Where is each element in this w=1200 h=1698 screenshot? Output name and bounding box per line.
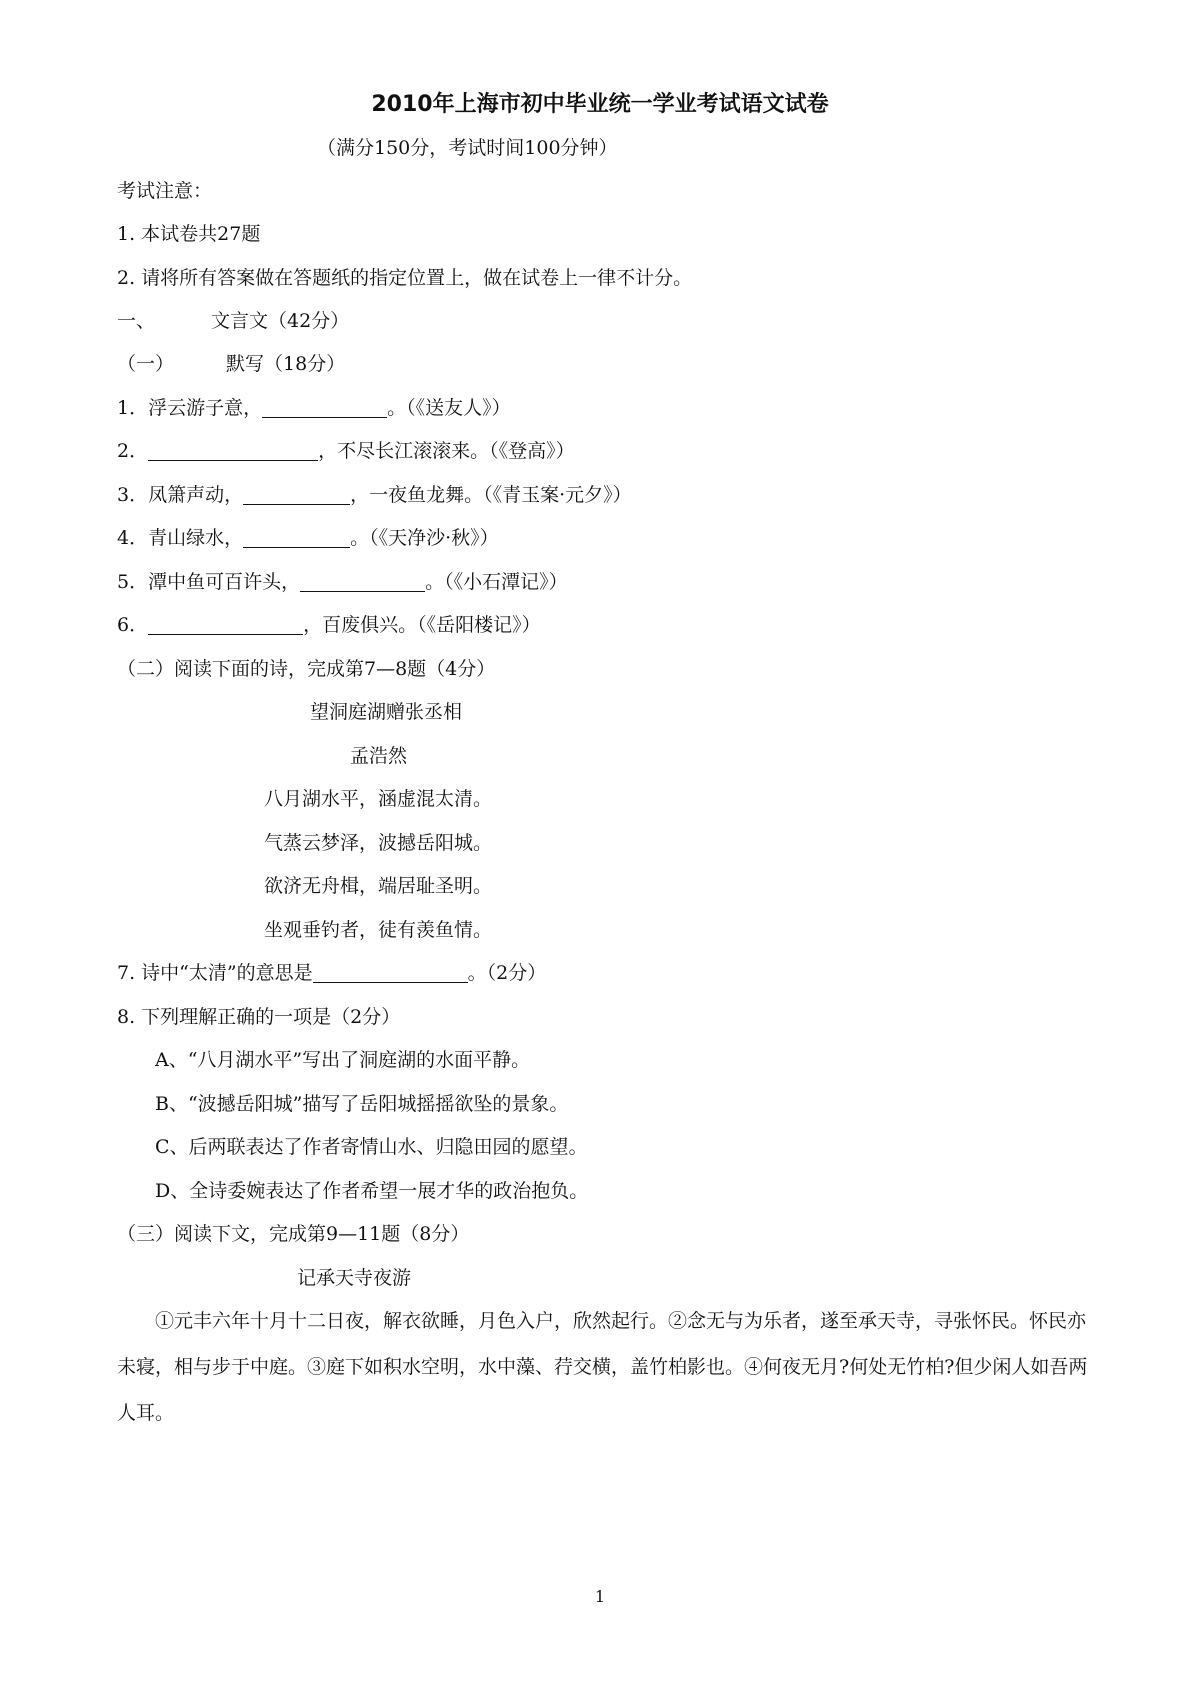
- option-c: C、后两联表达了作者寄情山水、归隐田园的愿望。: [155, 1136, 588, 1158]
- poem-author: 孟浩然: [350, 745, 408, 767]
- option-b: B、“波撼岳阳城”描写了岳阳城摇摇欲坠的景象。: [155, 1093, 569, 1115]
- exam-title: 2010年上海市初中毕业统一学业考试语文试卷: [371, 92, 829, 117]
- answer-blank: [262, 397, 387, 418]
- notice-item: 1. 本试卷共27题: [117, 223, 261, 245]
- question-text: 5．潭中鱼可百许头，: [117, 571, 301, 593]
- answer-blank: [300, 571, 425, 592]
- question-8: 8. 下列理解正确的一项是（2分）: [117, 1006, 401, 1028]
- question-text: 。（《送友人》）: [387, 397, 511, 419]
- answer-blank: [313, 962, 468, 983]
- question-text: 3．凤箫声动，: [117, 484, 244, 506]
- notice-item: 2. 请将所有答案做在答题纸的指定位置上，做在试卷上一律不计分。: [117, 267, 693, 289]
- question-text: 。（《小石潭记》）: [425, 571, 568, 593]
- essay-title: 记承天寺夜游: [297, 1267, 412, 1289]
- question-3: [117, 482, 632, 508]
- essay-paragraph: ①元丰六年十月十二日夜，解衣欲睡，月色入户，欣然起行。②念无与为乐者，遂至承天寺，寻张怀民。怀民亦未寝，相与步于中庭。③庭下如积水空明，水中藻、荇交横，盖竹柏影也。④何夜无月?何处无竹柏?但少闲人如吾两人耳。: [117, 1310, 1088, 1424]
- question-text: 2．: [117, 440, 149, 462]
- question-text: ，一夜鱼龙舞。（《青玉案·元夕》）: [350, 484, 632, 506]
- section-title: 文言文（42分）: [211, 310, 350, 332]
- question-text: ，不尽长江滚滚来。（《登高》）: [318, 440, 575, 462]
- question-5: [117, 569, 568, 595]
- section-heading: [117, 308, 349, 334]
- poem-line: 欲济无舟楫，端居耻圣明。: [264, 875, 493, 897]
- poem-title: 望洞庭湖赠张丞相: [310, 701, 463, 723]
- question-1: [117, 395, 511, 421]
- question-text: 4．青山绿水，: [117, 527, 244, 549]
- answer-blank: [148, 614, 303, 635]
- part-heading: （三）阅读下文，完成第9—11题（8分）: [117, 1223, 470, 1245]
- part-heading: [117, 351, 345, 377]
- question-text: 。（2分）: [467, 962, 547, 984]
- notice-heading: 考试注意：: [117, 180, 213, 202]
- poem-line: 八月湖水平，涵虚混太清。: [264, 788, 493, 810]
- question-2: [117, 438, 575, 464]
- exam-subtitle: （满分150分，考试时间100分钟）: [317, 137, 618, 159]
- question-4: [117, 525, 499, 551]
- page-number: 1: [594, 1587, 606, 1606]
- section-number: 一、: [117, 310, 156, 332]
- question-text: 1．浮云游子意，: [117, 397, 263, 419]
- question-7: [117, 960, 546, 986]
- part-heading: （二）阅读下面的诗，完成第7—8题（4分）: [117, 658, 496, 680]
- question-text: 。（《天净沙·秋》）: [350, 527, 499, 549]
- part-title: 默写（18分）: [226, 353, 346, 375]
- question-text: 6．: [117, 614, 149, 636]
- question-6: [117, 612, 541, 638]
- part-number: （一）: [117, 353, 175, 375]
- answer-blank: [243, 484, 350, 505]
- answer-blank: [148, 440, 318, 461]
- question-text: ，百废俱兴。（《岳阳楼记》）: [303, 614, 541, 636]
- answer-blank: [243, 527, 350, 548]
- poem-line: 气蒸云梦泽，波撼岳阳城。: [264, 832, 493, 854]
- question-text: 7. 诗中“太清”的意思是: [117, 962, 313, 984]
- option-a: A、“八月湖水平”写出了洞庭湖的水面平静。: [155, 1049, 531, 1071]
- poem-line: 坐观垂钓者，徒有羡鱼情。: [264, 919, 493, 941]
- option-d: D、全诗委婉表达了作者希望一展才华的政治抱负。: [155, 1180, 589, 1202]
